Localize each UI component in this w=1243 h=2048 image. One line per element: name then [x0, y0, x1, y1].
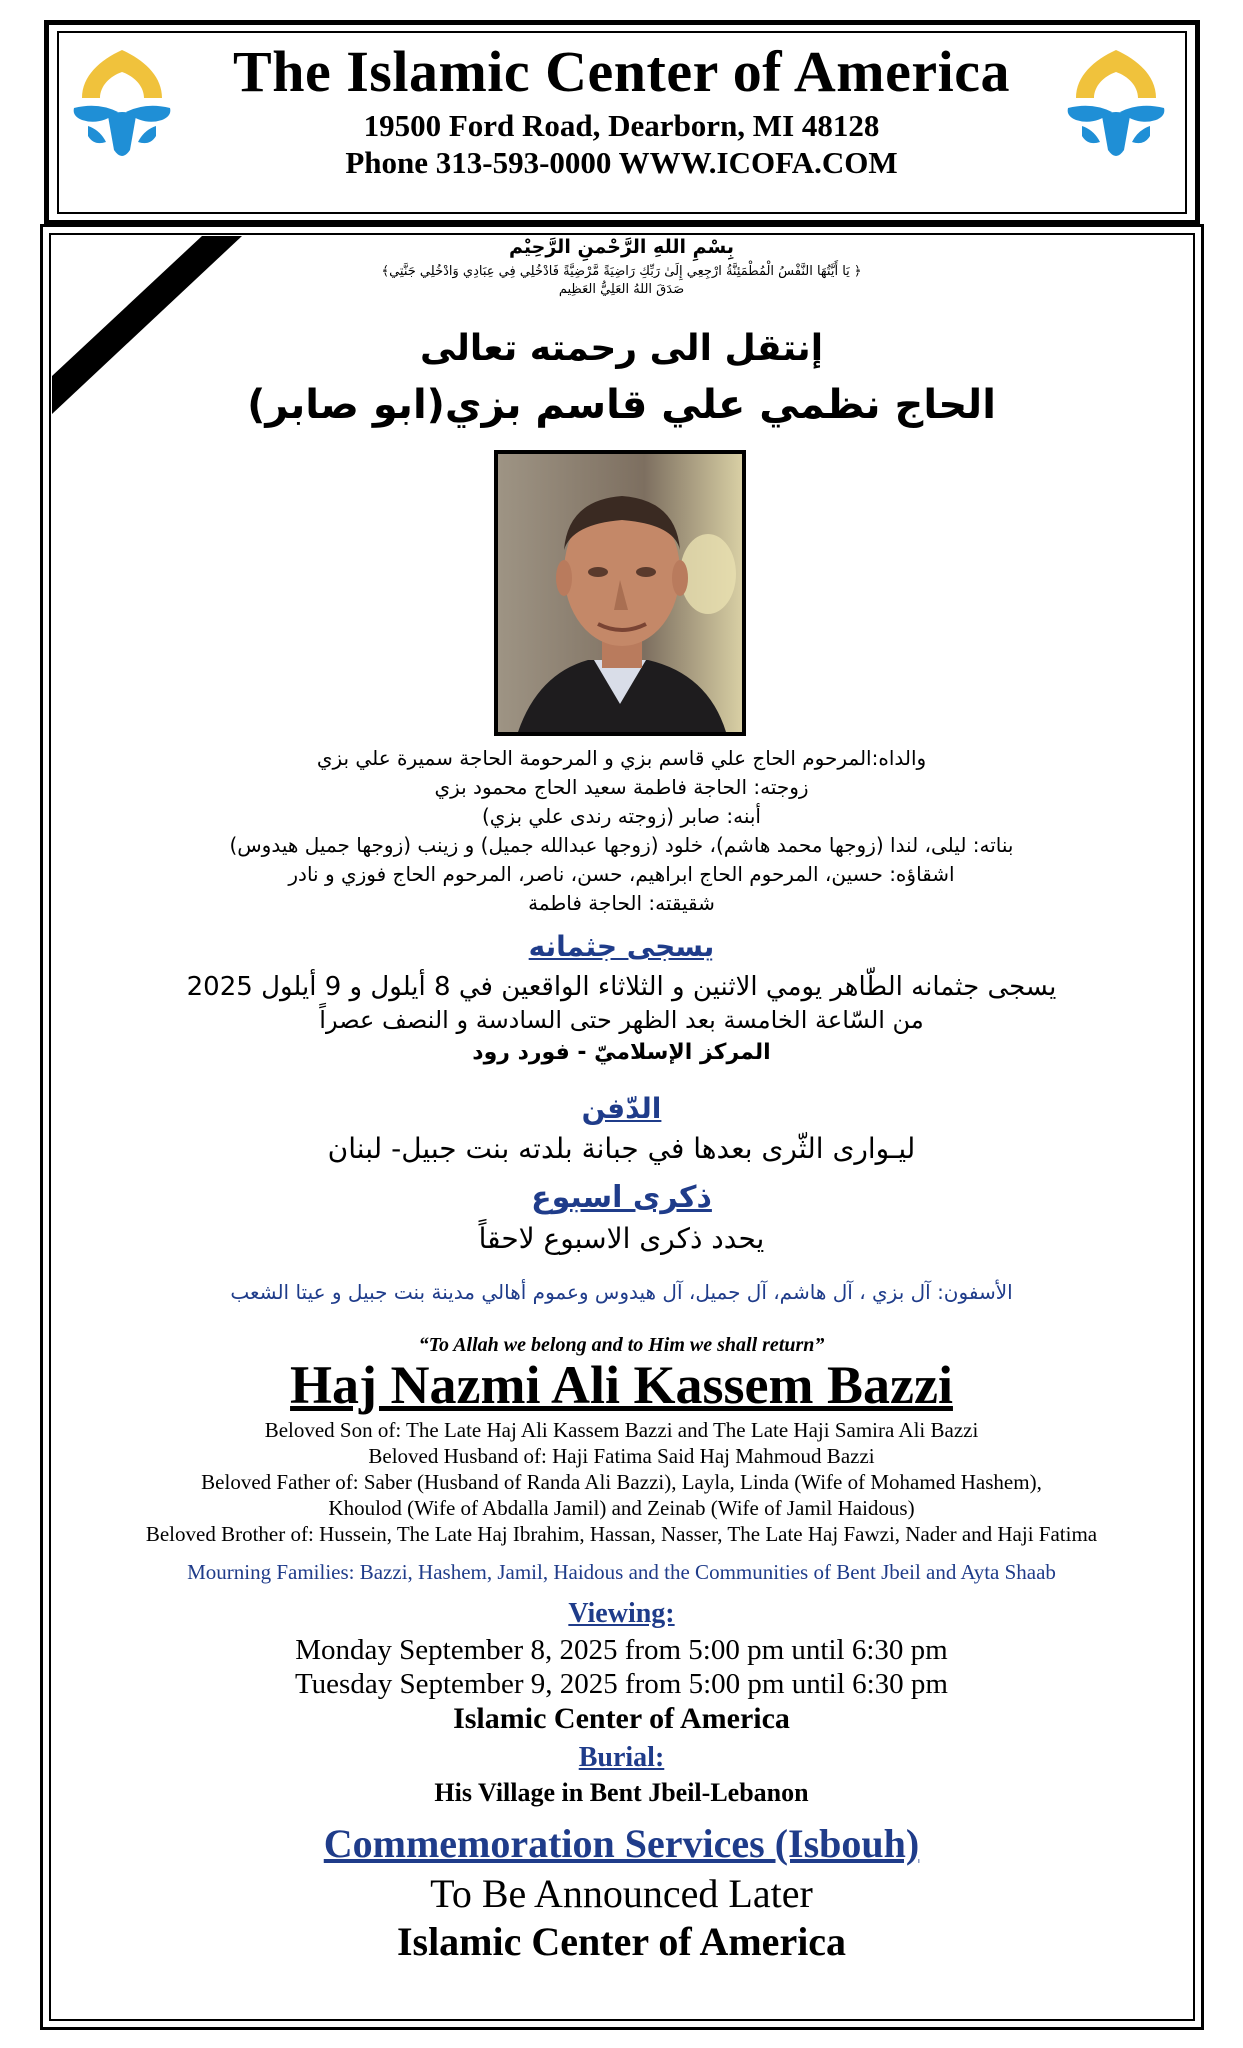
arabic-wife: زوجته: الحاجة فاطمة سعيد الحاج محمود بزي — [434, 775, 809, 799]
arabic-brothers: اشقاؤه: حسين، المرحوم الحاج ابراهيم، حسن، ناصر، المرحوم الحاج فوزي و نادر — [288, 862, 955, 886]
quran-verse: ﴿ يَا أَيَّتُهَا النَّفْسُ الْمُطْمَئِنَّةُ ارْجِعِي إِلَىٰ رَبِّكِ رَاضِيَةً مَّرْضِيَّةً فَادْخُلِي فِي عِبَادِي وَادْخُلِي جَنَّتِي﴾ — [381, 264, 862, 279]
english-viewing-monday: Monday September 8, 2025 from 5:00 pm until 6:30 pm — [295, 1634, 948, 1666]
header-address: 19500 Ford Road, Dearborn, MI 48128 — [363, 108, 880, 143]
arabic-viewing-line1: يسجى جثمانه الطّاهر يومي الاثنين و الثلاثاء الواقعين في 8 أيلول و 9 أيلول 2025 — [186, 972, 1057, 1002]
portrait-image — [498, 454, 742, 732]
english-viewing-place: Islamic Center of America — [453, 1702, 790, 1735]
english-husband-of: Beloved Husband of: Haji Fatima Said Haj Mahmoud Bazzi — [368, 1444, 875, 1468]
english-son-of: Beloved Son of: The Late Haj Ali Kassem Bazzi and The Late Haji Samira Ali Bazzi — [264, 1418, 979, 1442]
english-brother-of: Beloved Brother of: Hussein, The Late Haj Ibrahim, Hassan, Nasser, The Late Haj Fawzi, Nader and Haji Fatima — [145, 1522, 1098, 1546]
english-father-of-cont: Khoulod (Wife of Abdalla Jamil) and Zeinab (Wife of Jamil Haidous) — [328, 1496, 915, 1520]
english-burial-text: His Village in Bent Jbeil-Lebanon — [434, 1778, 809, 1807]
english-viewing-heading: Viewing: — [568, 1598, 675, 1629]
english-burial-heading: Burial: — [578, 1742, 665, 1773]
arabic-burial-heading: الدّفن — [581, 1092, 662, 1125]
arabic-viewing-heading: يسجى جثمانه — [528, 930, 715, 963]
arabic-sister: شقيقته: الحاجة فاطمة — [528, 891, 715, 915]
basmala: بِسْمِ اللهِ الرَّحْمنِ الرَّحِيْم — [509, 236, 734, 258]
english-commemoration-heading: Commemoration Services (Isbouh) — [323, 1821, 920, 1866]
arabic-viewing-place: المركز الإسلاميّ - فورد رود — [472, 1040, 771, 1065]
english-commemoration-text: To Be Announced Later — [430, 1871, 813, 1916]
arabic-week-heading: ذكرى اسبوع — [531, 1180, 712, 1215]
header-phone: Phone 313-593-0000 WWW.ICOFA.COM — [345, 145, 898, 180]
arabic-parents: والداه:المرحوم الحاج علي قاسم بزي و المرحومة الحاجة سميرة علي بزي — [316, 746, 927, 770]
english-viewing-tuesday: Tuesday September 9, 2025 from 5:00 pm until 6:30 pm — [294, 1668, 948, 1700]
arabic-son: أبنه: صابر (زوجته رندى علي بزي) — [482, 804, 761, 828]
arabic-daughters: بناته: ليلى، لندا (زوجها محمد هاشم)، خلود (زوجها عبدالله جميل) و زينب (زوجها جميل هيدوس) — [229, 833, 1014, 857]
arabic-mourners: الأسفون: آل بزي ، آل هاشم، آل جميل، آل هيدوس وعموم أهالي مدينة بنت جبيل و عيتا الشعب — [230, 1280, 1013, 1304]
passed-away-line: إنتقل الى رحمته تعالى — [419, 328, 824, 369]
english-mourning-families: Mourning Families: Bazzi, Hashem, Jamil, Haidous and the Communities of Bent Jbeil and Ayta Shaab — [187, 1560, 1056, 1584]
english-father-of: Beloved Father of: Saber (Husband of Randa Ali Bazzi), Layla, Linda (Wife of Mohamed Hashem), — [201, 1470, 1042, 1494]
arabic-viewing-line2: من السّاعة الخامسة بعد الظهر حتى السادسة و النصف عصراً — [319, 1006, 924, 1034]
english-commemoration-place: Islamic Center of America — [396, 1919, 847, 1964]
english-quote: “To Allah we belong and to Him we shall return” — [418, 1334, 825, 1356]
quran-verse-end: صَدَقَ اللهُ العَلِيُّ العَظِيم — [558, 282, 685, 297]
arabic-burial-text: ليـوارى الثّرى بعدها في جبانة بلدته بنت جبيل- لبنان — [327, 1132, 916, 1165]
header-title: The Islamic Center of America — [233, 39, 1010, 104]
arabic-deceased-name: الحاج نظمي علي قاسم بزي(ابو صابر) — [247, 382, 996, 428]
deceased-photo — [494, 450, 746, 736]
arabic-week-text: يحدد ذكرى الاسبوع لاحقاً — [478, 1222, 765, 1255]
english-deceased-name: Haj Nazmi Ali Kassem Bazzi — [290, 1355, 953, 1415]
